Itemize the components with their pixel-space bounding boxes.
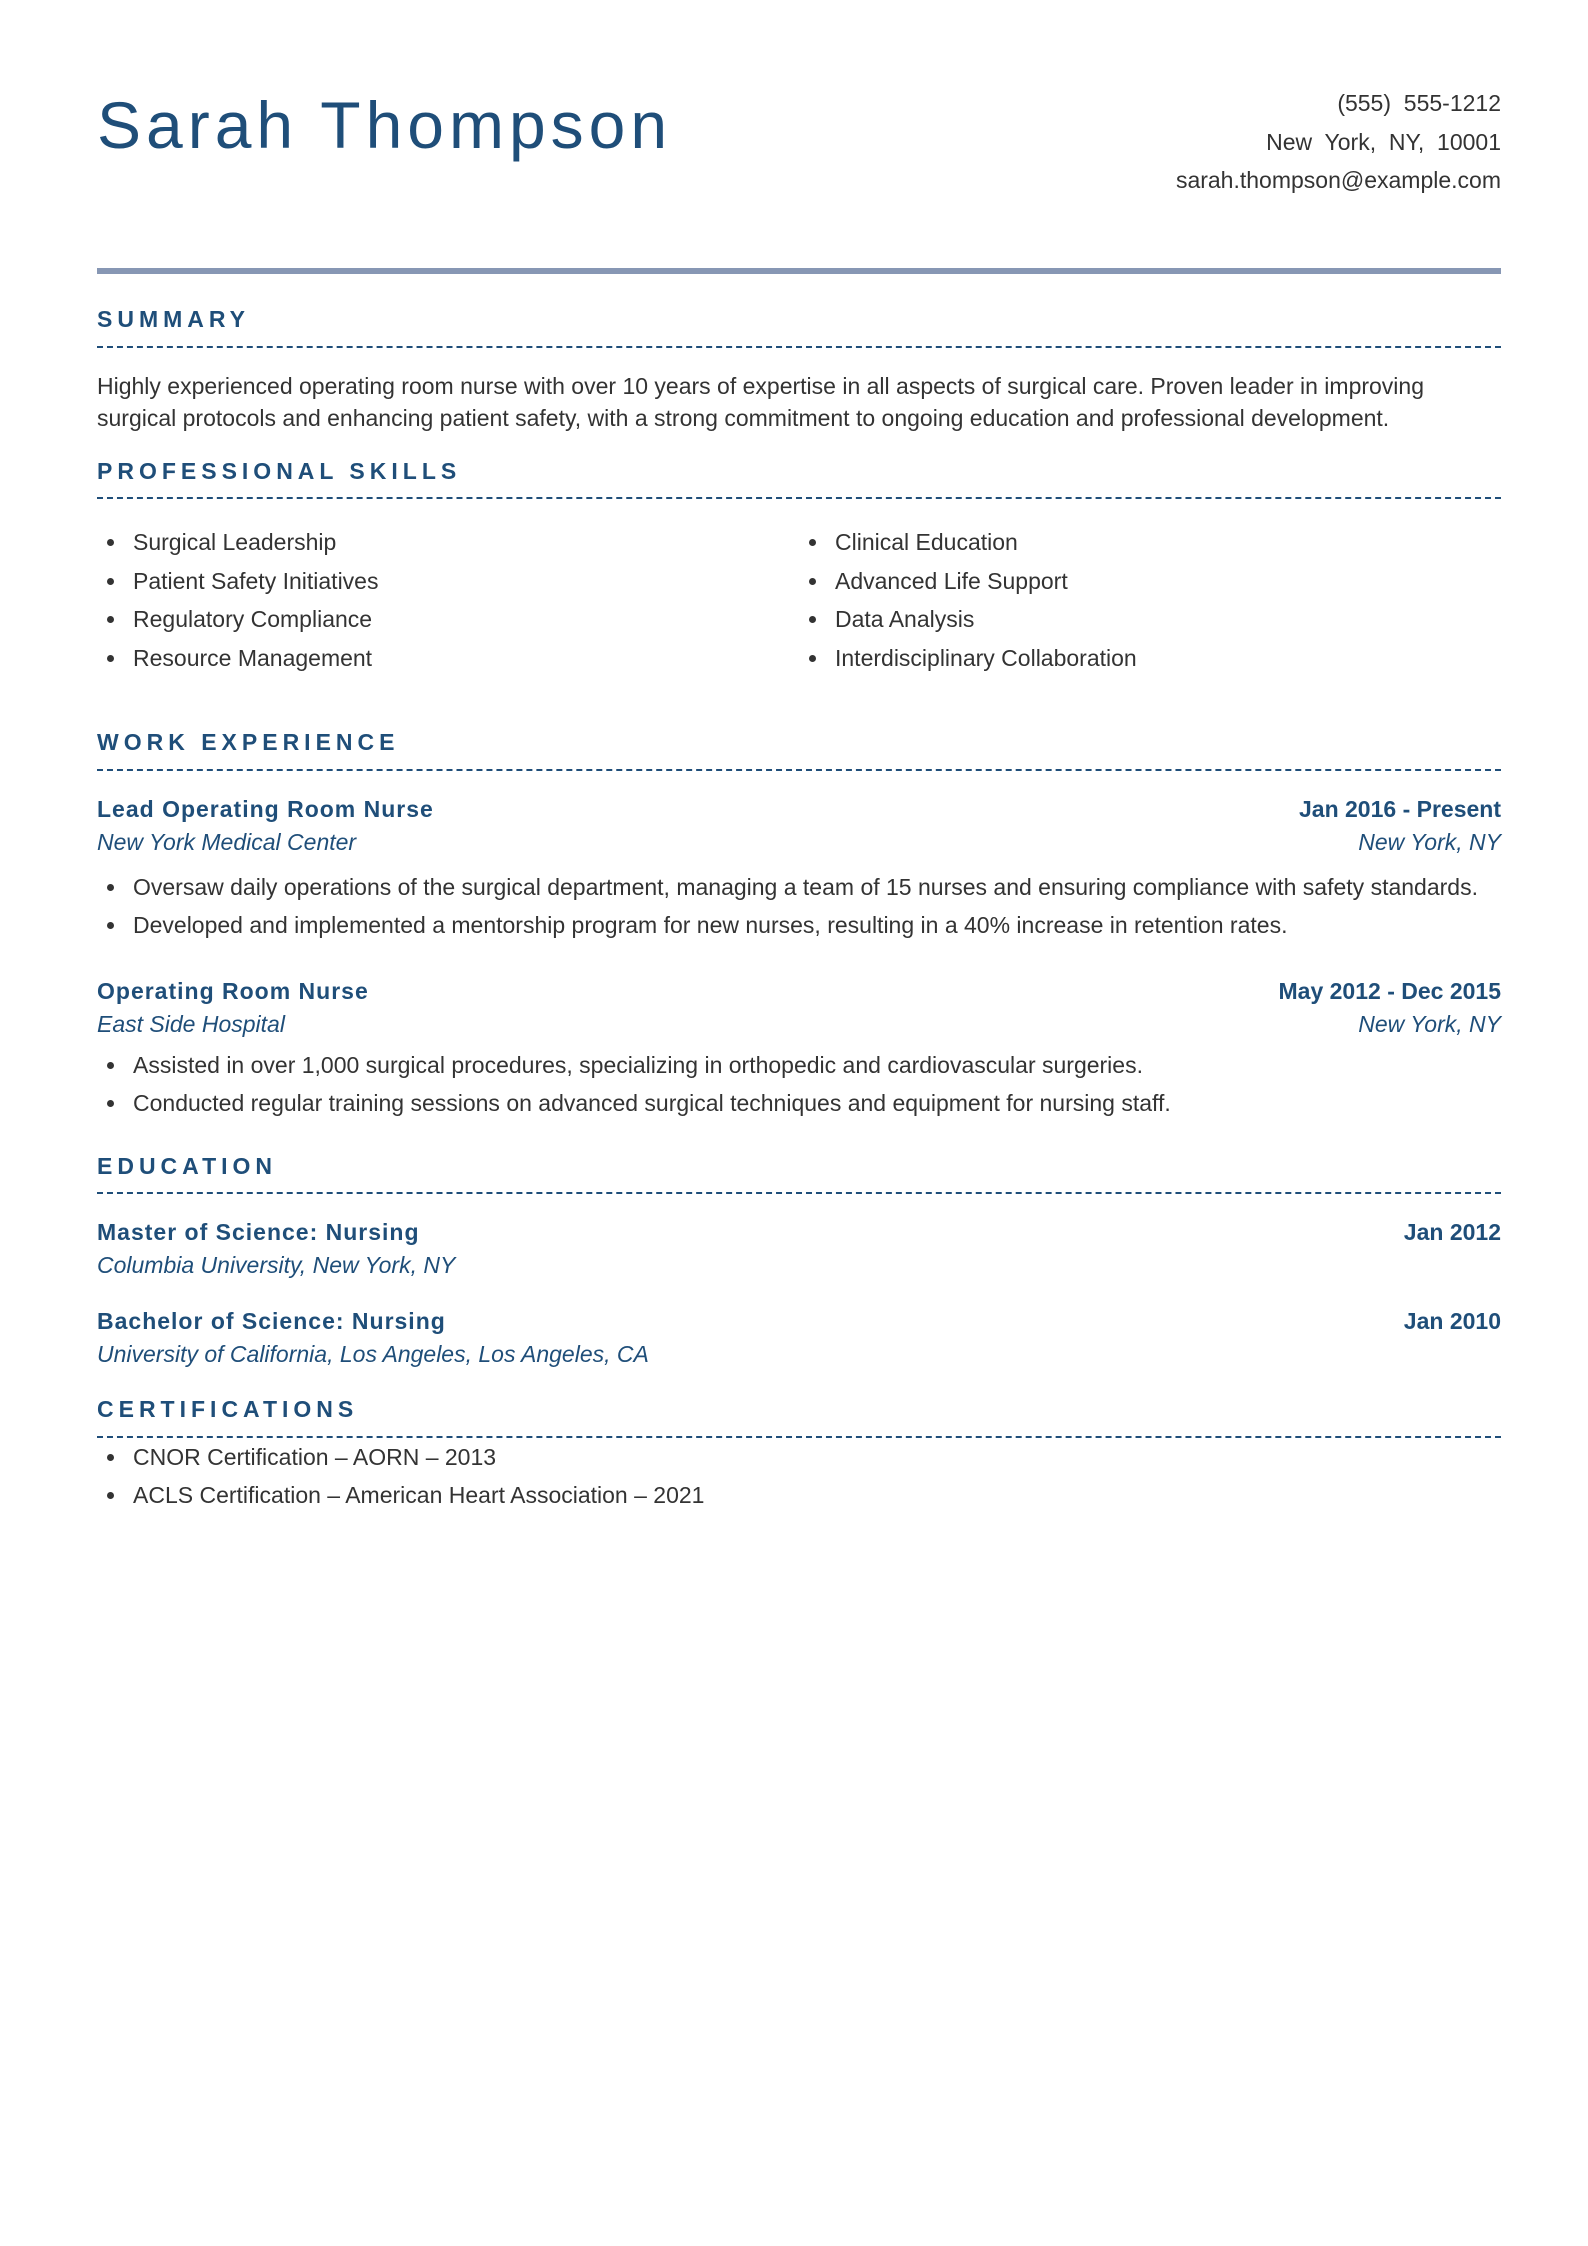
education-header-row: [97, 1305, 1501, 1338]
job-header-row: [97, 975, 1501, 1008]
job-employer: East Side Hospital: [97, 1010, 285, 1037]
skill-item: Surgical Leadership: [97, 523, 799, 562]
job-bullet: Oversaw daily operations of the surgical department, managing a team of 15 nurses and ensuring compliance with safety standards.: [97, 868, 1501, 907]
job-title: Lead Operating Room Nurse: [97, 795, 434, 822]
section-title-experience: WORK EXPERIENCE: [97, 729, 1501, 771]
job-bullet: Conducted regular training sessions on advanced surgical techniques and equipment for nursing staff.: [97, 1084, 1501, 1123]
skills-right-column: [799, 523, 1501, 677]
job-entry: [97, 793, 1501, 945]
job-location: New York, NY: [1358, 828, 1501, 855]
degree-title: Bachelor of Science: Nursing: [97, 1308, 446, 1335]
certification-item: CNOR Certification – AORN – 2013: [97, 1438, 1501, 1477]
candidate-name: Sarah Thompson: [97, 88, 673, 162]
section-title-education: EDUCATION: [97, 1153, 1501, 1195]
certification-item: ACLS Certification – American Heart Association – 2021: [97, 1476, 1501, 1515]
education-header-row: [97, 1216, 1501, 1249]
skills-left-column: [97, 523, 799, 677]
contact-info: [1176, 84, 1501, 200]
job-bullets: [97, 1046, 1501, 1123]
contact-email[interactable]: sarah.thompson@example.com: [1175, 167, 1501, 193]
school-name: University of California, Los Angeles, Los Angeles, CA: [97, 1341, 649, 1368]
education-entry: [97, 1216, 1501, 1281]
skill-item: Patient Safety Initiatives: [97, 562, 799, 601]
summary-section: [97, 306, 1501, 434]
skill-item: Interdisciplinary Collaboration: [799, 639, 1501, 678]
job-bullets: [97, 868, 1501, 945]
resume-content: [97, 0, 1501, 1515]
contact-phone: (555) 555-1212: [1337, 90, 1501, 116]
job-bullet: Assisted in over 1,000 surgical procedures, specializing in orthopedic and cardiovascular surgeries.: [97, 1046, 1501, 1085]
header-divider: [97, 268, 1501, 274]
section-title-summary: SUMMARY: [97, 306, 1501, 348]
skill-item: Resource Management: [97, 639, 799, 678]
certifications-section: [97, 1396, 1501, 1515]
job-header-row: [97, 793, 1501, 826]
skills-section: [97, 458, 1501, 678]
skill-item: Clinical Education: [799, 523, 1501, 562]
skill-item: Regulatory Compliance: [97, 600, 799, 639]
degree-title: Master of Science: Nursing: [97, 1219, 420, 1246]
section-title-certifications: CERTIFICATIONS: [97, 1396, 1501, 1438]
degree-date: Jan 2010: [1403, 1308, 1501, 1335]
job-employer: New York Medical Center: [97, 828, 357, 855]
resume-header: [97, 0, 1501, 278]
job-org-row: [97, 826, 1501, 858]
summary-text: Highly experienced operating room nurse with over 10 years of expertise in all aspects of surgical care. Proven leader in improving surgical protocols and enhancing patient safety, with a strong commitment to ongoing education and professional development.: [97, 372, 1425, 431]
job-entry: [97, 975, 1501, 1123]
skills-columns: [97, 523, 1501, 677]
education-section: [97, 1153, 1501, 1371]
job-location: New York, NY: [1358, 1010, 1501, 1037]
skill-item: Data Analysis: [799, 600, 1501, 639]
job-dates: Jan 2016 - Present: [1298, 795, 1501, 822]
degree-date: Jan 2012: [1403, 1219, 1501, 1246]
contact-address: New York, NY, 10001: [1266, 128, 1501, 155]
section-title-skills: PROFESSIONAL SKILLS: [97, 458, 1501, 500]
certification-list: [97, 1438, 1501, 1515]
education-entry: [97, 1305, 1501, 1370]
job-title: Operating Room Nurse: [97, 977, 369, 1004]
experience-section: [97, 729, 1501, 1123]
job-org-row: [97, 1008, 1501, 1040]
job-dates: May 2012 - Dec 2015: [1278, 977, 1501, 1004]
skill-item: Advanced Life Support: [799, 562, 1501, 601]
job-bullet: Developed and implemented a mentorship program for new nurses, resulting in a 40% increase in retention rates.: [97, 906, 1501, 945]
school-name: Columbia University, New York, NY: [97, 1252, 456, 1279]
